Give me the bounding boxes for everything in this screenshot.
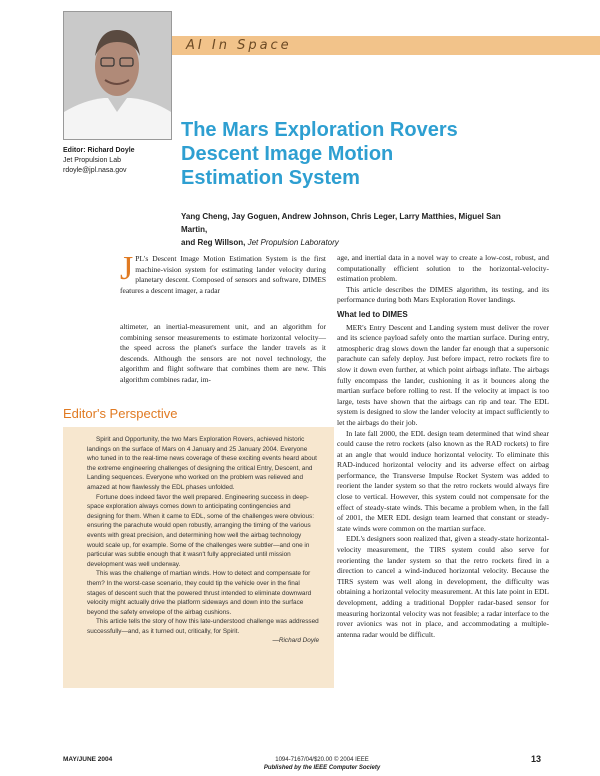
drop-cap: J bbox=[120, 250, 134, 287]
right-paragraph-3: MER's Entry Descent and Landing system must deliver the rover and its science payload safely onto the martian surface. During entry, atmospheric drag slows down the lander far enough that a supersonic parachute can safely deploy. Just before impact, retro rockets fire to slow it down even further, at which point airbags inflate. The airbags fully encompass the lander, cushioning it as it bounces along the martian surface before rolling to rest. If the velocity at impact is too large, tests have shown that the airbags can rip and tear. The EDL system is designed to slow the lander velocity at impact sufficiently to let the airbags do their job. bbox=[337, 322, 549, 427]
article-title bbox=[181, 118, 511, 190]
perspective-heading: Editor's Perspective bbox=[63, 406, 178, 421]
intro-paragraph bbox=[120, 250, 326, 296]
section-heading: What led to DIMES bbox=[337, 309, 408, 319]
intro-text-1: PL's Descent Image Motion Estimation System is the first machine-vision system for estimating lander velocity during planetary descent. Composed of sensors and software, DIMES features a descent imager, a radar bbox=[120, 254, 326, 295]
right-column bbox=[337, 253, 549, 640]
intro-continuation bbox=[120, 322, 326, 386]
editor-email: rdoyle@jpl.nasa.gov bbox=[63, 167, 127, 174]
right-paragraph-2: This article describes the DIMES algorithm, its testing, and its performance during both Mars Exploration Rover landings. bbox=[337, 284, 549, 305]
right-paragraph-4: In late fall 2000, the EDL design team determined that wind shear could cause the retro rockets (also known as the RAD rockets) to fire at an angle that would induce horizontal velocity. To eliminate this RAD-induced horizontal velocity and its adverse effect on airbag performance, the Transverse Impulse Rocket System was added to reorient the lander system so that the retro rockets would always fire close to vertical. However, this system could not compensate for the effect of steady-state winds. This became a problem when, in the fall of 2001, the MER EDL design team learned that constant or steady-state winds were common on the martian surface. bbox=[337, 428, 549, 533]
perspective-paragraph-1: Spirit and Opportunity, the two Mars Exploration Rovers, achieved historic landings on the surface of Mars on 4 January and 25 January 2004. Everyone who tuned in to the real-time news coverage of these exciting events heard about the extreme engineering challenges of designing the critical Entry, Descent, and Landing sequences. Everyone who worked on the problem was relieved and amazed at how flawlessly the EDL phases unfolded. bbox=[87, 436, 317, 491]
perspective-paragraph-3: This was the challenge of martian winds. How to detect and compensate for them? In the worst-case scenario, they could tip the vehicle over in the final stages of descent such that the powered thrust intended to eliminate downward velocity might actually drive the platform sideways and down into the surface beyond the safety envelope of the airbag cushions. bbox=[87, 570, 312, 616]
author-affiliation: Jet Propulsion Laboratory bbox=[247, 238, 339, 247]
editor-org: Jet Propulsion Lab bbox=[63, 157, 121, 164]
footer-center bbox=[247, 756, 397, 772]
perspective-paragraph-2: Fortune does indeed favor the well prepared. Engineering success in deep-space exploration always comes down to anticipating contingencies and designing for them. When it came to EDL, some of the challenges were obvious: ensuring the parachute would open robustly, arranging the timing of the various events with great precision, and determining how well the airbag technology would scale up, for example. Some of the challenges were subtler—and one in particular was subtle enough that it wasn't fully appreciated until mission development was well underway. bbox=[87, 493, 314, 568]
intro-text-2: altimeter, an inertial-measurement unit, and an algorithm for combining sensor measurements to estimate horizontal velocity—the speed across the planet's surface the lander travels as it descends. Although the sensors are not novel technology, the algorithm and flight software that combines them are new. This algorithm combines radar, im- bbox=[120, 322, 326, 384]
perspective-box bbox=[63, 427, 334, 688]
author-names-2: and Reg Willson, bbox=[181, 238, 246, 247]
section-banner bbox=[172, 36, 600, 55]
perspective-text bbox=[87, 435, 319, 646]
footer-copyright: 1094-7167/04/$20.00 © 2004 IEEE bbox=[275, 757, 369, 763]
author-names: Yang Cheng, Jay Goguen, Andrew Johnson, Chris Leger, Larry Matthies, Miguel San Martin, bbox=[181, 212, 501, 234]
footer-publisher: Published by the IEEE Computer Society bbox=[263, 765, 381, 771]
page-number: 13 bbox=[531, 754, 542, 764]
editor-name: Editor: Richard Doyle bbox=[63, 147, 135, 154]
title-line-3: Estimation System bbox=[181, 167, 360, 189]
right-paragraph-1: age, and inertial data in a novel way to create a low-cost, robust, and computationally efficient solution to the horizontal-velocity-estimation problem. bbox=[337, 253, 549, 284]
editor-info bbox=[63, 146, 135, 176]
editor-photo bbox=[63, 11, 172, 140]
perspective-signature: —Richard Doyle bbox=[272, 637, 319, 645]
title-line-2: Descent Image Motion bbox=[181, 143, 394, 165]
author-list bbox=[181, 210, 521, 249]
perspective-paragraph-4: This article tells the story of how this late-understood challenge was addressed successfully—and, as it turned out, critically, for Spirit. bbox=[87, 618, 319, 635]
section-label: AI In Space bbox=[186, 38, 292, 53]
footer-issue: MAY/JUNE 2004 bbox=[63, 756, 113, 763]
right-paragraph-5: EDL's designers soon realized that, given a steady-state horizontal-velocity measurement, the TIRS system could also serve for reorienting the lander system so that the retro rockets fired in a direction to cancel a wind-induced horizontal velocity. Because the TIRS system was well along in development, the difficulty was obtaining a horizontal velocity measurement. At this late point in EDL development, adding a traditional Doppler radar-based sensor for measuring horizontal velocity was not feasible; a radar interface to the rover avionics was not in place, and accommodating a multiple-antenna radar would be difficult. bbox=[337, 534, 549, 639]
title-line-1: The Mars Exploration Rovers bbox=[181, 119, 458, 141]
